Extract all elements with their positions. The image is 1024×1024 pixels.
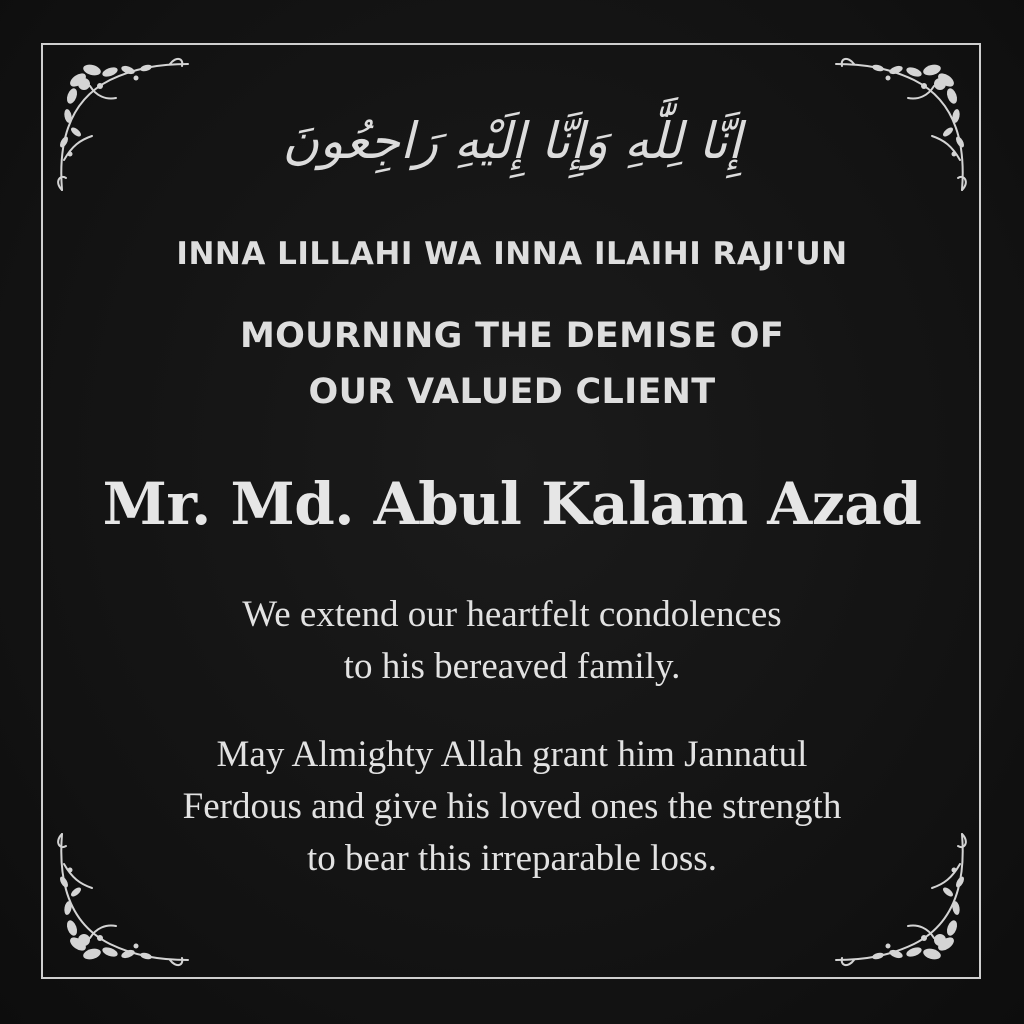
prayer-line-2: Ferdous and give his loved ones the strength [182, 786, 842, 827]
mourning-line-1: MOURNING THE DEMISE OF [239, 316, 785, 356]
mourning-line-2: OUR VALUED CLIENT [308, 372, 716, 412]
prayer-line-1: May Almighty Allah grant him Jannatul [216, 734, 808, 775]
condolence-line-2: to his bereaved family. [343, 646, 681, 687]
prayer-line-3: to bear this irreparable loss. [307, 838, 717, 879]
arabic-heading: إِنَّا لِلَّٰهِ وَإِنَّا إِلَيْهِ رَاجِعُونَ [282, 112, 742, 170]
transliteration-heading: INNA LILLAHI WA INNA ILAIHI RAJI'UN [176, 236, 848, 272]
deceased-name: Mr. Md. Abul Kalam Azad [102, 470, 922, 538]
condolence-line-1: We extend our heartfelt condolences [242, 594, 782, 635]
